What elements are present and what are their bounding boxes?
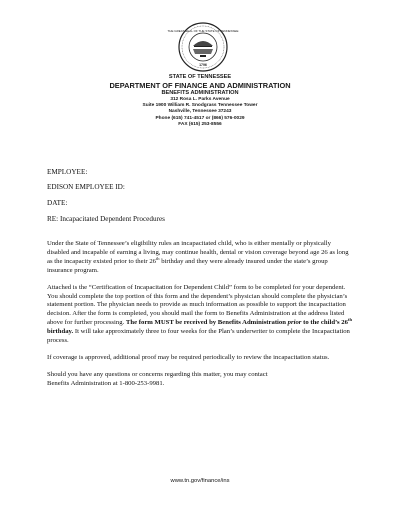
subject-line: RE: Incapacitated Dependent Procedures bbox=[47, 215, 165, 223]
paragraph-eligibility: Under the State of Tennessee’s eligibility rules an incapacitated child, who is either mentally or physically disabled and incapable of earning a living, may continue health, dental or vision coverage beyond age 26 as long as the incapacity existed prior to their 26th birthday and they were already insured under the state’s group insurance program. bbox=[47, 240, 349, 274]
date-field: DATE: bbox=[47, 199, 68, 207]
paragraph-contact: Should you have any questions or concerns regarding this matter, you may contact Benefits Administration at 1-800-253-9981. bbox=[47, 370, 268, 387]
seal-date: 1796 bbox=[199, 63, 207, 67]
fax-line: FAX (615) 253-8556 bbox=[178, 121, 222, 127]
paragraph-form-instructions: Attached is the “Certification of Incapacitation for Dependent Child” form to be completed for your dependent. You should complete the top portion of this form and the dependent’s physician should complete the physician’s statement portion. The physician needs to provide as much information as possible to support the incapacitation decision. After the form is completed, you should mail the form to Benefits Administration at the address listed above for further processing. The form MUST be received by Benefits Administration prior to the child’s 26th birthday. It will take approximately three to four weeks for the Plan’s underwriter to complete the Incapacitation process. bbox=[47, 283, 353, 345]
seal-text: THE GREAT SEAL OF THE STATE OF TENNESSEE bbox=[167, 29, 239, 33]
employee-field: EMPLOYEE: bbox=[47, 168, 88, 176]
division-name: BENEFITS ADMINISTRATION bbox=[161, 90, 239, 96]
letter-body bbox=[47, 240, 352, 397]
address-line-1: 312 Rosa L. Parks Avenue bbox=[170, 97, 230, 102]
letterhead bbox=[0, 74, 400, 128]
paragraph-approval: If coverage is approved, additional proof may be required periodically to review the incapacitation status. bbox=[47, 353, 330, 361]
tennessee-state-seal-icon bbox=[167, 22, 239, 72]
address-line-2: Suite 1900 William R. Snodgrass Tennessee Tower bbox=[142, 103, 258, 109]
footer-url: www.tn.gov/finance/ins bbox=[170, 478, 230, 484]
address-line-3: Nashville, Tennessee 37243 bbox=[168, 109, 232, 115]
edison-id-field: EDISON EMPLOYEE ID: bbox=[47, 183, 125, 191]
state-name: STATE OF TENNESSEE bbox=[168, 74, 232, 80]
department-name: DEPARTMENT OF FINANCE AND ADMINISTRATION bbox=[109, 81, 291, 90]
phone-line: Phone (615) 741-4517 or (866) 576-0029 bbox=[155, 115, 245, 121]
